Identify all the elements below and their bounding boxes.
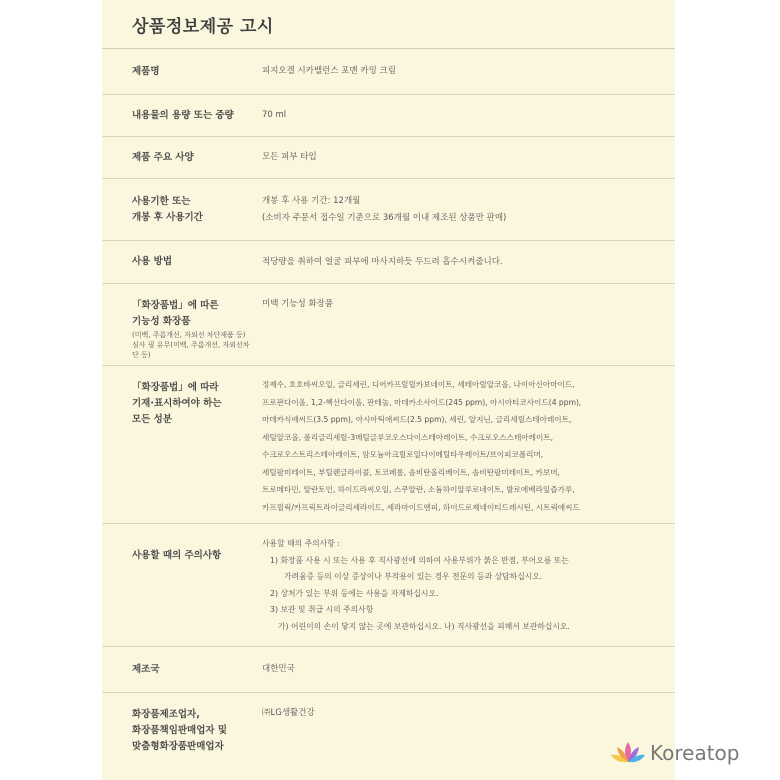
row-value <box>256 647 675 692</box>
ingredient-line: 프로판다이올, 1,2-헥산다이올, 판테놀, 마데카소사이드(245 ppm), 아시아티코사이드(4 ppm), <box>262 397 582 407</box>
row-value-line: 모든 피부 타입 <box>262 152 317 162</box>
row-value <box>256 137 675 178</box>
ingredient-line: 카프릴릭/카프릭트라이글리세라이드, 세라마이드엔피, 하이드로제네이티드레시틴, 시트릭애씨드 <box>262 502 580 512</box>
ingredient-line: 세틸알코올, 폴리글리세릴-3메틸글루코오스다이스테아레이트, 수크로오스스테아레이트, <box>262 432 554 442</box>
ingredient-line: 세틸팔미테이트, 부틸렌글라이콜, 토코페롤, 솔비탄올리베이트, 솔비탄팔미테이트, 카보머, <box>262 467 560 477</box>
row-label-line: 「화장품법」에 따라 <box>132 382 219 393</box>
caution-line: 1) 화장품 사용 시 또는 사용 후 직사광선에 의하여 사용부위가 붉은 반점, 부어오름 또는 <box>270 555 569 565</box>
page-title: 상품정보제공 고시 <box>132 17 274 37</box>
table-row <box>102 366 675 524</box>
row-label-line: 「화장품법」에 따른 <box>132 300 219 311</box>
row-value-line: 적당량을 취하여 얼굴 피부에 마사지하듯 두드려 흡수시켜줍니다. <box>262 256 503 267</box>
row-value-line: 피지오겔 시카밸런스 포맨 카밍 크림 <box>262 66 396 76</box>
table-row <box>102 49 675 95</box>
table-row <box>102 693 675 773</box>
row-label-line: 기재·표시하여야 하는 <box>132 398 222 409</box>
caution-line: 가려움증 등의 이상 증상이나 부작용이 있는 경우 전문의 등과 상담하십시오. <box>284 572 543 581</box>
row-value <box>256 49 675 94</box>
row-value-line: ㈜LG생활건강 <box>262 708 315 718</box>
info-table <box>102 48 675 773</box>
table-row <box>102 284 675 366</box>
product-info-panel <box>102 0 675 780</box>
table-row <box>102 137 675 179</box>
row-label-line: 맞춤형화장품판매업자 <box>132 741 224 752</box>
row-value-line: 개봉 후 사용 기간: 12개월 <box>262 195 361 206</box>
row-value <box>256 366 675 523</box>
table-row <box>102 524 675 647</box>
ingredient-line: 마데카식애씨드(3.5 ppm), 아시아틱애씨드(2.5 ppm), 세린, 알지닌, 글리세릴스테아레이트, <box>262 415 572 424</box>
ingredient-line: 트로메타민, 알란토인, 하이드라씨오일, 스쿠알란, 소듐하이알루로네이트, 발로에베라잎즙가루, <box>262 485 575 494</box>
row-value-line: 대한민국 <box>262 664 295 674</box>
row-value <box>256 524 675 646</box>
row-value <box>256 95 675 136</box>
row-label-line: 화장품제조업자, <box>132 709 200 720</box>
row-label <box>102 284 256 365</box>
row-label: 사용 방법 <box>132 256 173 267</box>
table-row <box>102 95 675 137</box>
caution-line: 사용할 때의 주의사항 : <box>262 539 340 548</box>
row-label-line: 개봉 후 사용기간 <box>132 211 203 223</box>
logo-text: Koreatop <box>650 741 740 765</box>
row-label-line: 모든 성분 <box>132 414 173 425</box>
ingredient-line: 수크로오스트리스테아레이트, 암모늄아크릴로일다이메틸타우레이트/브이피코폴리머, <box>262 450 544 459</box>
row-label-line: 기능성 화장품 <box>132 316 191 327</box>
row-value-line: (소비자 주문서 접수일 기준으로 36개월 이내 제조된 상품만 판매) <box>262 212 507 223</box>
row-label: 제품명 <box>132 65 160 77</box>
table-row <box>102 179 675 241</box>
row-label <box>102 179 256 240</box>
row-label <box>102 693 256 773</box>
row-label: 사용할 때의 주의사항 <box>132 550 222 561</box>
row-value <box>256 284 675 365</box>
row-label-note: (미백, 주름개선, 자외선 차단제품 등) <box>132 331 246 339</box>
caution-line: 가) 어린이의 손이 닿지 않는 곳에 보관하십시오. 나) 직사광선을 피해서 보관하십시오. <box>278 621 570 631</box>
row-label: 제품 주요 사양 <box>132 151 194 163</box>
koreatop-logo <box>610 740 739 766</box>
row-value <box>256 241 675 283</box>
row-label-line: 사용기한 또는 <box>132 195 191 207</box>
row-value <box>256 179 675 240</box>
caution-line: 3) 보관 및 취급 시의 주의사항 <box>270 605 374 614</box>
row-value-line: 미백 기능성 화장품 <box>262 299 334 309</box>
table-row <box>102 241 675 284</box>
caution-line: 2) 상처가 있는 부위 등에는 사용을 자제하십시오. <box>270 588 439 598</box>
row-value-line: 70 ml <box>262 110 287 120</box>
row-label <box>102 366 256 523</box>
table-row <box>102 647 675 693</box>
row-label-note: 심사 필 유무(미백, 주름개선, 자외선차단 등) <box>132 341 250 359</box>
row-label-line: 화장품책임판매업자 및 <box>132 725 228 736</box>
ingredient-line: 정제수, 호호바씨오일, 글리세린, 디어카프릴릴카보네이트, 세테아릴알코올, 나이아신아마이드, <box>262 380 575 389</box>
row-label: 내용물의 용량 또는 중량 <box>132 109 234 121</box>
lotus-icon <box>610 740 646 766</box>
row-label: 제조국 <box>132 663 160 675</box>
